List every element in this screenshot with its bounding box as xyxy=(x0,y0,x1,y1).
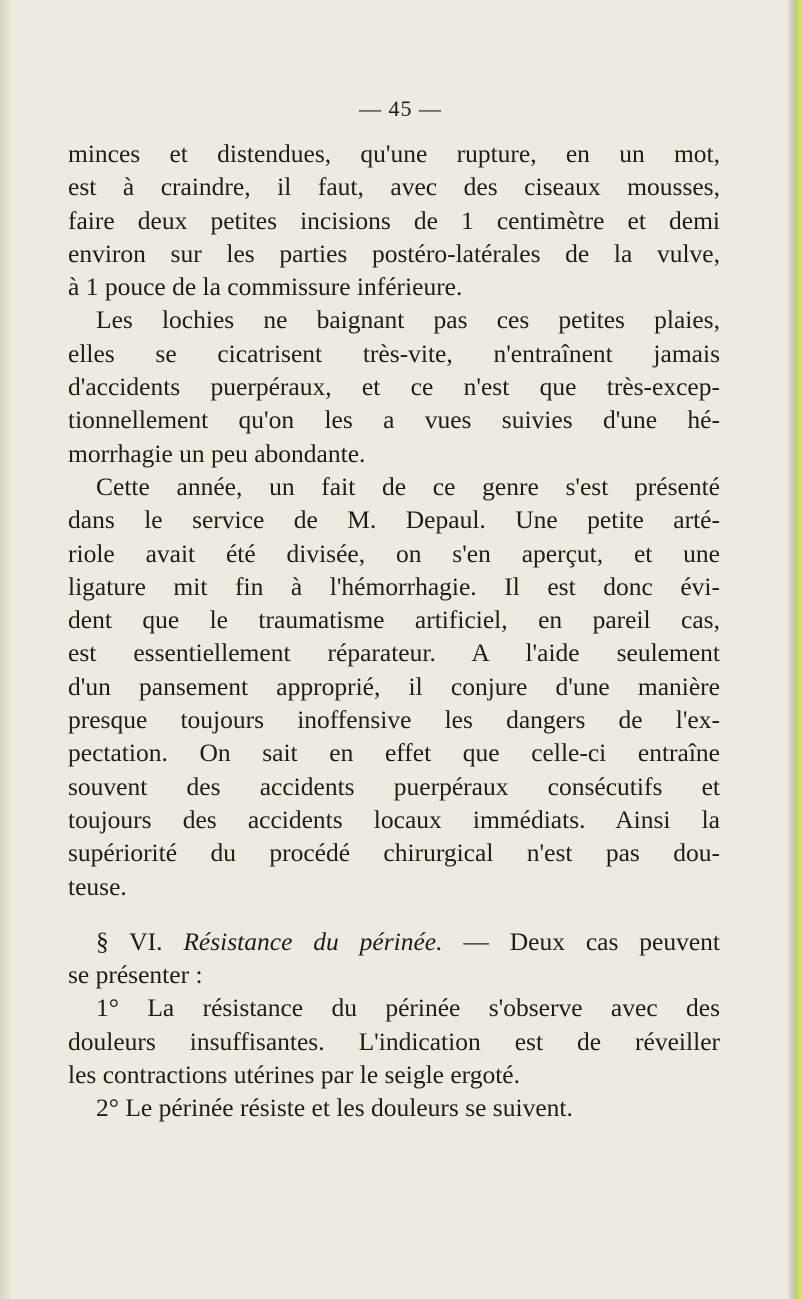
text-line: supériorité du procédé chirurgical n'est pas dou- xyxy=(68,838,720,868)
page-number: — 45 — xyxy=(359,96,442,121)
section-symbol: § VI. xyxy=(96,926,163,956)
text-line: elles se cicatrisent très-vite, n'entraînent jamais xyxy=(68,338,720,368)
text-line: environ sur les parties postéro-latérales de la vulve, xyxy=(68,238,720,268)
list-item-2 xyxy=(68,1091,720,1124)
text-line: ligature mit fin à l'hémorrhagie. Il est donc évi- xyxy=(68,571,720,601)
text-line: pectation. On sait en effet que celle-ci entraîne xyxy=(68,738,720,768)
list-item-1 xyxy=(68,991,720,1091)
text-line: minces et distendues, qu'une rupture, en un mot, xyxy=(68,139,720,168)
text-line: à 1 pouce de la commissure inférieure. xyxy=(68,272,463,302)
body-text xyxy=(68,137,720,1125)
text-line: 2° Le périnée résiste et les douleurs se suivent. xyxy=(96,1093,573,1123)
text-line: Les lochies ne baignant pas ces petites plaies, xyxy=(96,305,720,335)
text-line: d'accidents puerpéraux, et ce n'est que très-excep- xyxy=(68,372,720,402)
text-line: teuse. xyxy=(68,871,127,901)
text-line: Cette année, un fait de ce genre s'est présenté xyxy=(96,471,720,501)
text-line: se présenter : xyxy=(68,960,203,990)
section-heading-rest: — Deux cas peuvent xyxy=(463,926,721,956)
text-line: presque toujours inoffensive les dangers de l'ex- xyxy=(68,705,720,735)
text-line: est à craindre, il faut, avec des ciseaux mousses, xyxy=(68,172,720,202)
text-line: d'un pansement approprié, il conjure d'une manière xyxy=(68,671,720,701)
text-line: toujours des accidents locaux immédiats. Ainsi la xyxy=(68,804,720,834)
text-line: dent que le traumatisme artificiel, en pareil cas, xyxy=(68,605,720,635)
text-line: tionnellement qu'on les a vues suivies d'une hé- xyxy=(68,405,720,435)
text-line: morrhagie un peu abondante. xyxy=(68,438,366,468)
paragraph-1 xyxy=(68,137,720,303)
text-line: est essentiellement réparateur. A l'aide seulement xyxy=(68,638,720,668)
paragraph-3 xyxy=(68,470,720,903)
section-heading-line xyxy=(68,925,720,958)
text-line: 1° La résistance du périnée s'observe avec des xyxy=(96,993,720,1023)
text-line: les contractions utérines par le seigle ergoté. xyxy=(68,1060,520,1090)
section-heading xyxy=(68,925,720,992)
section-gap xyxy=(68,903,720,925)
text-line: riole avait été divisée, on s'en aperçut, et une xyxy=(68,538,720,568)
text-line: dans le service de M. Depaul. Une petite arté- xyxy=(68,505,720,535)
text-line: souvent des accidents puerpéraux consécutifs et xyxy=(68,771,720,801)
text-line: faire deux petites incisions de 1 centimètre et demi xyxy=(68,205,720,235)
paragraph-2 xyxy=(68,303,720,469)
text-line: douleurs insuffisantes. L'indication est de réveiller xyxy=(68,1026,720,1056)
section-title: Résistance du périnée. xyxy=(183,926,443,956)
